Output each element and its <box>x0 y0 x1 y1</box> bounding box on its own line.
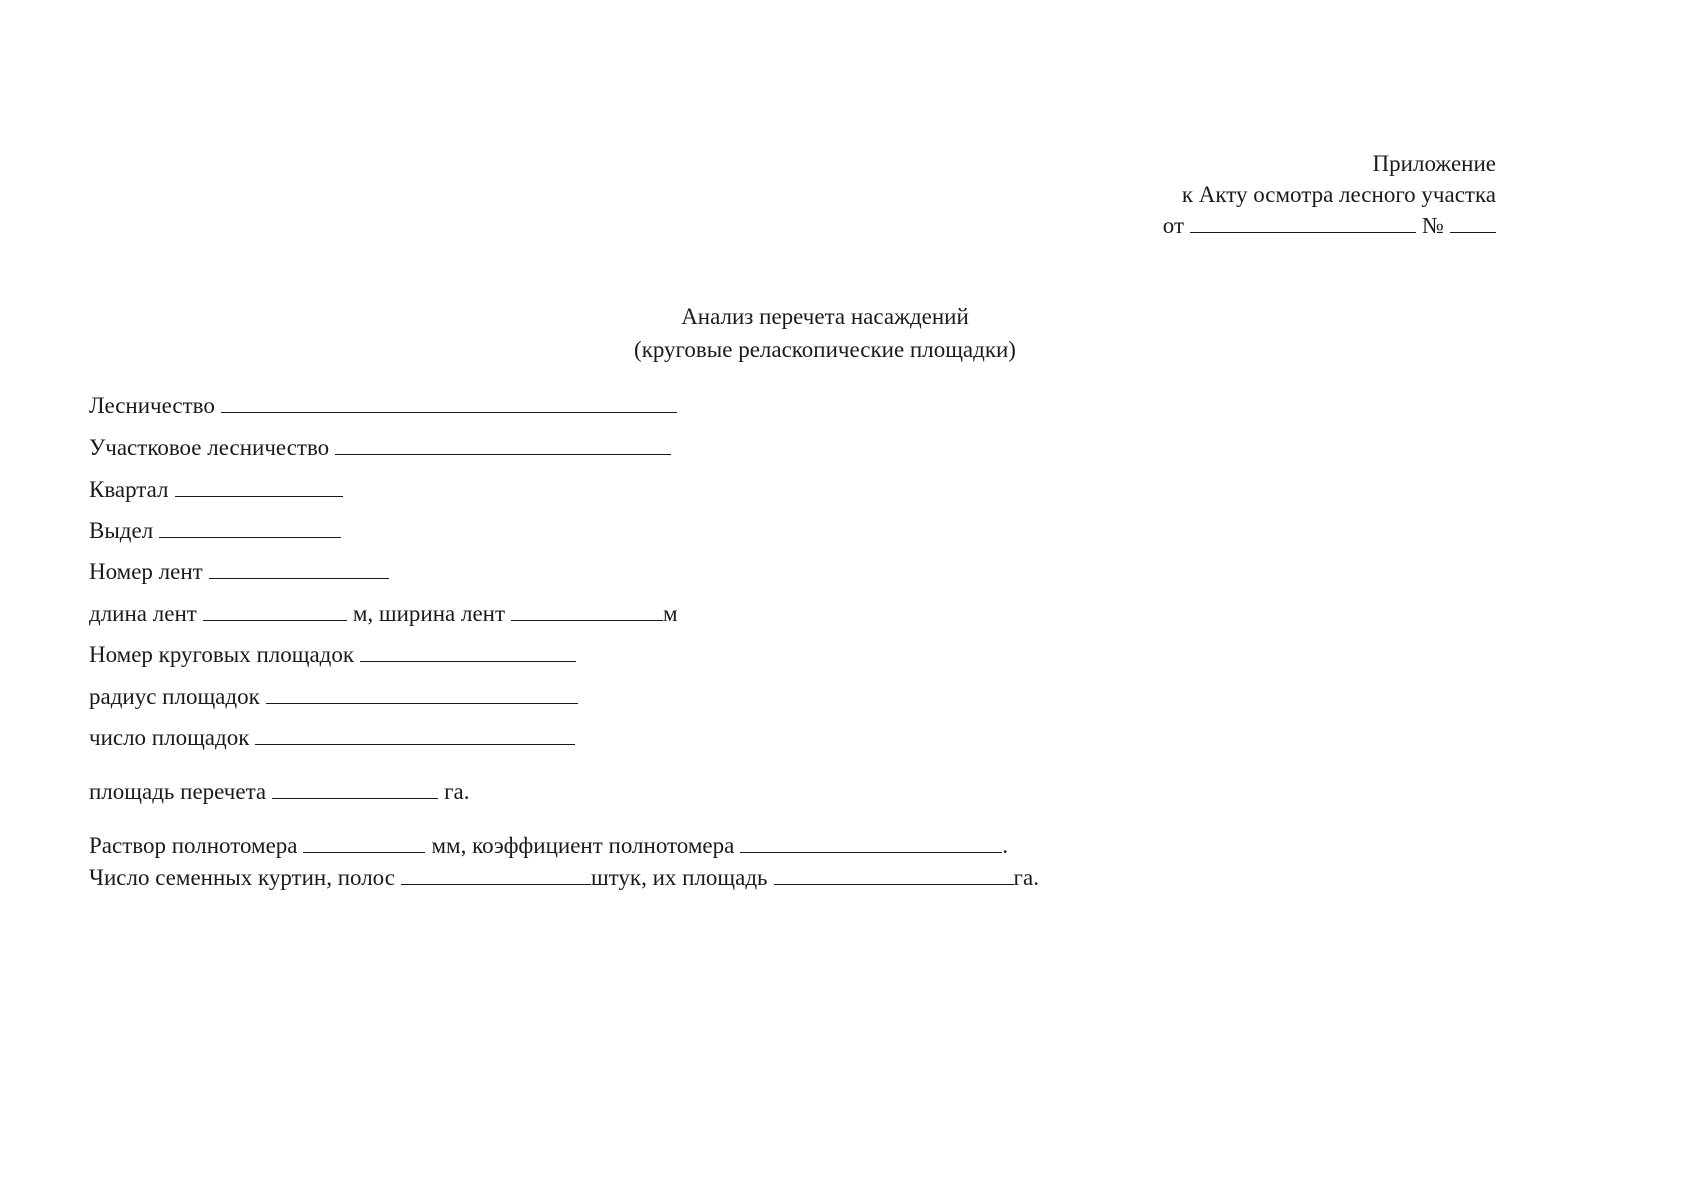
quarter-field[interactable] <box>175 478 343 497</box>
circle-plot-number-field[interactable] <box>360 643 576 662</box>
act-number-field[interactable] <box>1450 214 1496 233</box>
count-area-label: площадь перечета <box>89 779 267 804</box>
count-area-unit: га. <box>444 779 470 804</box>
strip-length-label: длина лент <box>89 601 197 626</box>
densitometer-coefficient-label: мм, коэффициент полнотомера <box>431 833 735 858</box>
district-forestry-field[interactable] <box>335 436 671 455</box>
allotment-field[interactable] <box>159 519 341 538</box>
densitometer-row <box>89 832 1008 860</box>
allotment-row <box>89 517 341 545</box>
densitometer-opening-label: Раствор полнотомера <box>89 833 298 858</box>
forestry-row <box>89 392 677 420</box>
densitometer-opening-field[interactable] <box>303 834 425 853</box>
allotment-label: Выдел <box>89 518 154 543</box>
seed-clumps-area-field[interactable] <box>774 866 1014 885</box>
count-area-row <box>89 778 470 806</box>
title-subtitle: (круговые реласкопические площадки) <box>634 337 1016 362</box>
strip-width-unit: м <box>663 601 678 626</box>
strip-width-label: м, ширина лент <box>352 601 506 626</box>
appendix-date-number-line <box>1163 210 1496 241</box>
seed-area-unit: га. <box>1013 865 1039 890</box>
strip-width-field[interactable] <box>511 602 663 621</box>
densitometer-coefficient-field[interactable] <box>740 834 1002 853</box>
seed-clumps-area-label: штук, их площадь <box>590 865 768 890</box>
appendix-header <box>1163 148 1496 241</box>
plot-radius-field[interactable] <box>266 685 578 704</box>
seed-clumps-label: Число семенных куртин, полос <box>89 865 395 890</box>
district-forestry-label: Участковое лесничество <box>89 435 330 460</box>
date-field[interactable] <box>1190 214 1416 233</box>
forestry-field[interactable] <box>221 394 677 413</box>
seed-clumps-row <box>89 864 1039 892</box>
strip-number-field[interactable] <box>209 560 389 579</box>
district-forestry-row <box>89 434 671 462</box>
plot-radius-row <box>89 683 578 711</box>
quarter-row <box>89 476 343 504</box>
circle-plot-number-row <box>89 641 576 669</box>
appendix-reference: к Акту осмотра лесного участка <box>1181 182 1496 207</box>
seed-clumps-count-field[interactable] <box>401 866 591 885</box>
strip-dimensions-row <box>89 600 678 628</box>
plot-radius-label: радиус площадок <box>89 684 260 709</box>
circle-plot-number-label: Номер круговых площадок <box>89 642 355 667</box>
quarter-label: Квартал <box>89 477 169 502</box>
densitometer-end: . <box>1002 833 1009 858</box>
strip-number-row <box>89 558 389 586</box>
plot-count-field[interactable] <box>255 726 575 745</box>
count-area-field[interactable] <box>272 780 438 799</box>
strip-length-field[interactable] <box>203 602 347 621</box>
document-title <box>0 300 1682 366</box>
forestry-label: Лесничество <box>89 393 215 418</box>
title-main: Анализ перечета насаждений <box>681 304 969 329</box>
number-sign: № <box>1422 213 1444 238</box>
strip-number-label: Номер лент <box>89 559 203 584</box>
plot-count-row <box>89 724 575 752</box>
date-prefix: от <box>1162 213 1185 238</box>
plot-count-label: число площадок <box>89 725 250 750</box>
appendix-label: Приложение <box>1372 151 1496 176</box>
